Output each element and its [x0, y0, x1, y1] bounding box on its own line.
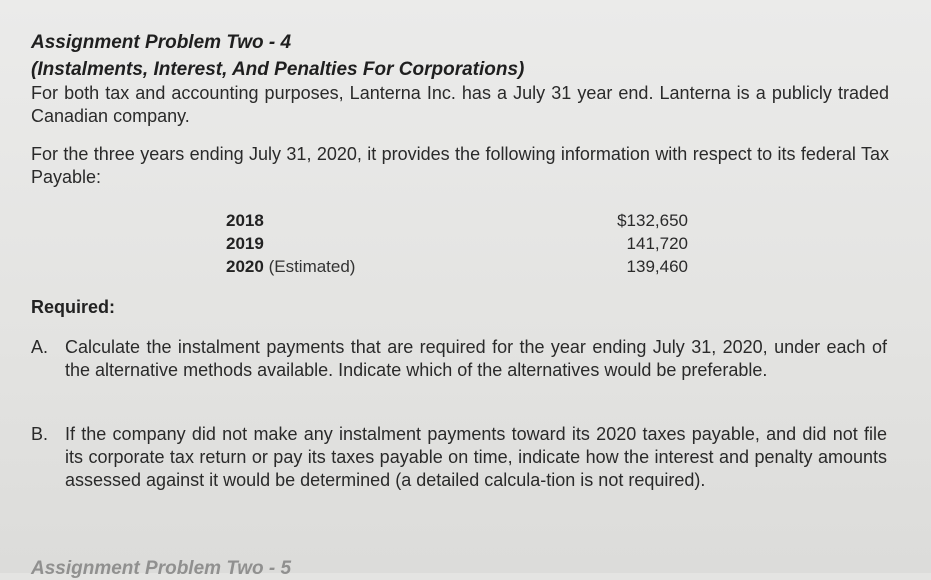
intro-paragraph: For both tax and accounting purposes, Lanterna Inc. has a July 31 year end. Lanterna is a publicly traded Canadian company. [31, 83, 889, 126]
requirement-letter: B. [31, 424, 49, 444]
tax-amount: $132,650 [617, 211, 688, 230]
requirement-letter: A. [31, 337, 49, 357]
tax-payable-table [226, 209, 688, 278]
tax-row-2018 [226, 209, 688, 232]
requirement-text: If the company did not make any instalment payments toward its 2020 taxes payable, and did not file its corporate tax return or pay its taxes payable on time, indicate how the interest and penalty amounts assessed against it would be determined (a detailed calcula-tion is not required). [65, 424, 887, 490]
tax-amount: 141,720 [626, 234, 688, 253]
problem-title: Assignment Problem Two - 4 [31, 32, 292, 53]
next-problem-heading: Assignment Problem Two - 5 [31, 558, 292, 579]
tax-year: 2018 [226, 211, 264, 230]
problem-subtitle: (Instalments, Interest, And Penalties For Corporations) [31, 59, 525, 80]
tax-row-2019 [226, 232, 688, 255]
tax-year: 2020 (Estimated) [226, 257, 356, 276]
tax-year: 2019 [226, 234, 264, 253]
requirement-a [31, 336, 887, 382]
tax-row-2020 [226, 255, 688, 278]
requirement-text: Calculate the instalment payments that are required for the year ending July 31, 2020, under each of the alternative methods available. Indicate which of the alternatives would be preferable. [65, 337, 887, 380]
lead-in-paragraph: For the three years ending July 31, 2020, it provides the following information with respect to its federal Tax Payable: [31, 144, 889, 187]
tax-year-note: (Estimated) [268, 257, 356, 276]
required-heading: Required: [31, 297, 116, 317]
requirement-b [31, 423, 887, 492]
tax-amount: 139,460 [626, 257, 688, 276]
